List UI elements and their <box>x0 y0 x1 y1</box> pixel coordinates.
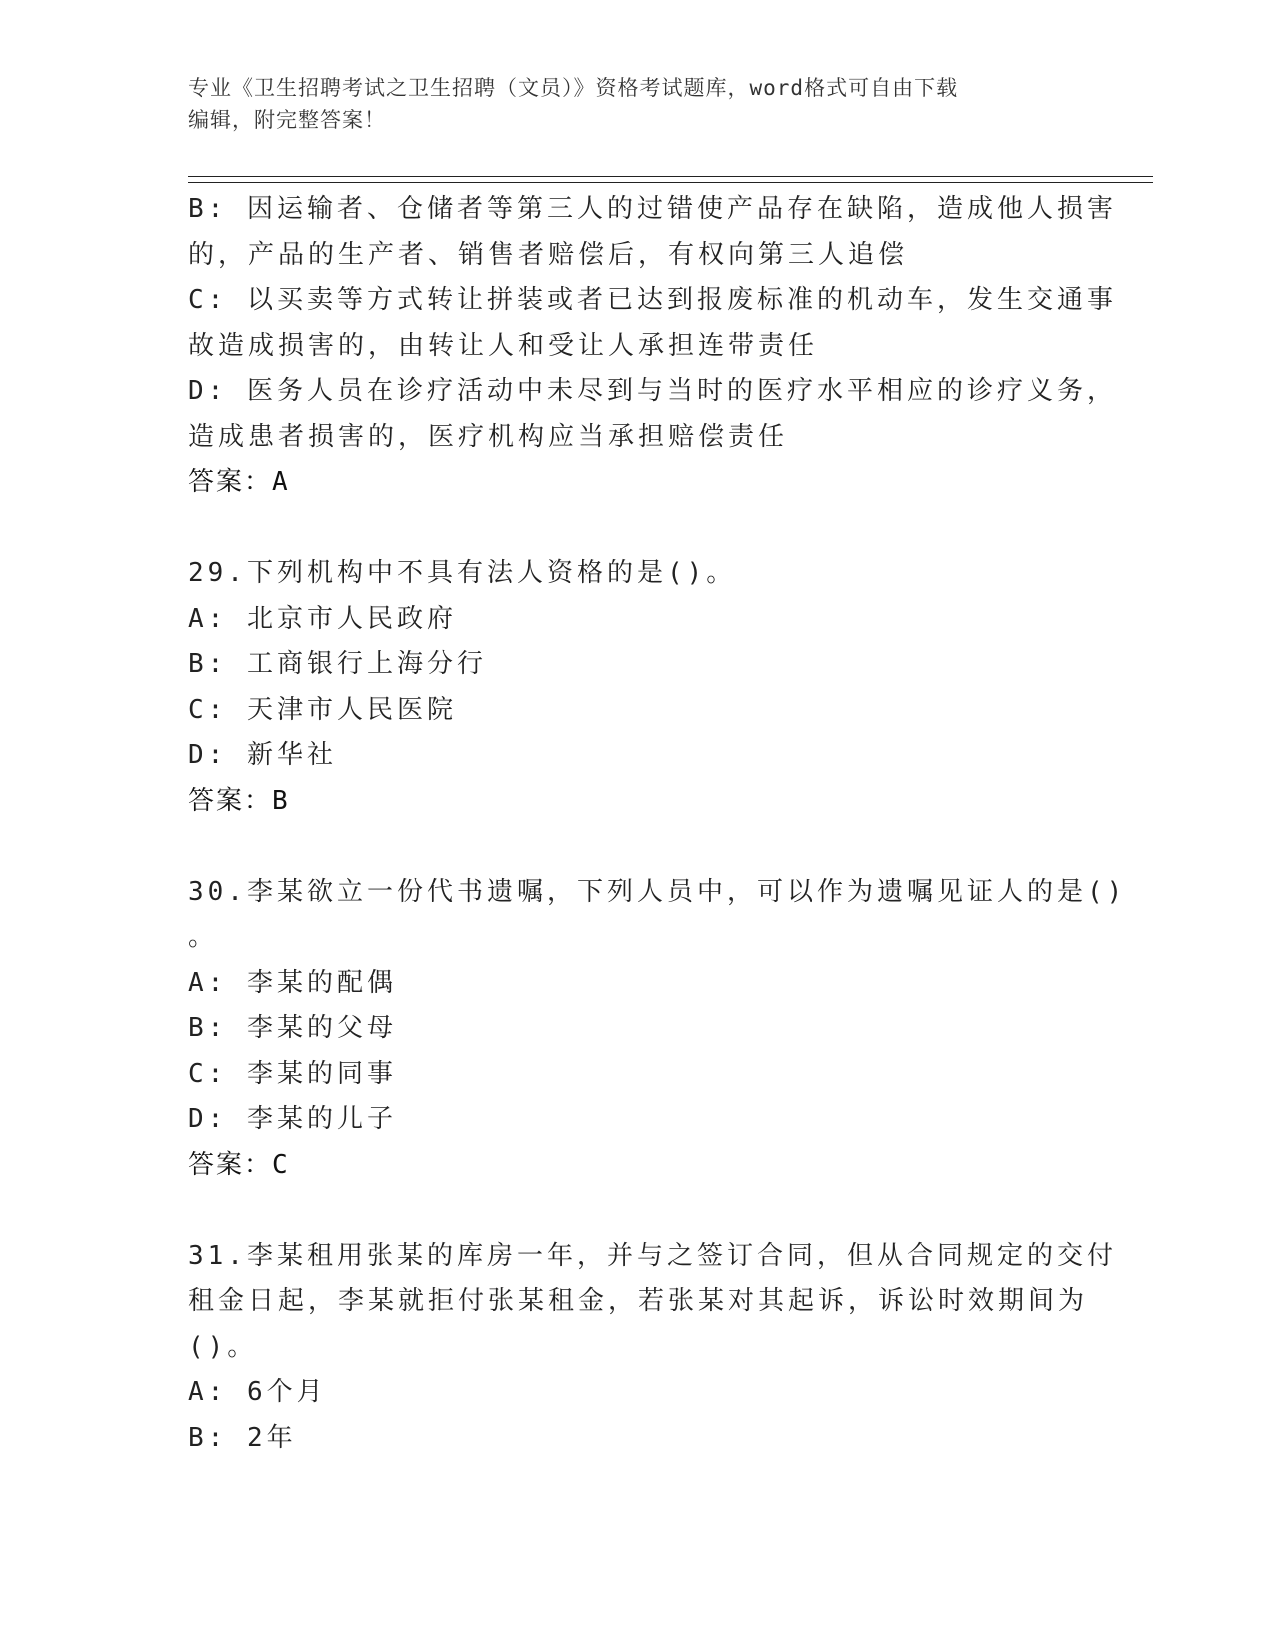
text-line: 的，产品的生产者、销售者赔偿后，有权向第三人追偿 <box>188 239 909 270</box>
text-line: C: 李某的同事 <box>188 1058 397 1089</box>
text-line: C: 天津市人民医院 <box>188 694 457 725</box>
paragraph-gap <box>188 1188 1088 1234</box>
answer-label: 答案： <box>188 1149 273 1180</box>
text-line: ()。 <box>188 1331 258 1362</box>
answer-value: B <box>272 785 290 816</box>
paragraph-gap <box>188 506 1088 552</box>
header-line-1: 专业《卫生招聘考试之卫生招聘（文员）》资格考试题库，word格式可自由下载 <box>188 76 959 100</box>
text-line: 造成患者损害的，医疗机构应当承担赔偿责任 <box>188 421 789 452</box>
text-line: A: 北京市人民政府 <box>188 603 457 634</box>
text-line: 30.李某欲立一份代书遗嘱，下列人员中，可以作为遗嘱见证人的是() <box>188 876 1127 907</box>
answer-value: A <box>272 467 290 497</box>
text-line: 29.下列机构中不具有法人资格的是()。 <box>188 558 737 588</box>
text-line: D: 李某的儿子 <box>188 1104 397 1134</box>
header-divider-top <box>188 176 1153 177</box>
header-line-2: 编辑，附完整答案！ <box>188 108 386 132</box>
document-header <box>188 72 1068 136</box>
answer-label: 答案： <box>188 785 273 816</box>
header-divider-bottom <box>188 182 1153 183</box>
text-line: 。 <box>188 922 219 952</box>
text-line: B: 2年 <box>188 1422 297 1453</box>
text-line: D: 医务人员在诊疗活动中未尽到与当时的医疗水平相应的诊疗义务， <box>188 376 1117 406</box>
text-line: A: 6个月 <box>188 1377 327 1407</box>
answer-line <box>188 460 1088 506</box>
text-line: B: 工商银行上海分行 <box>188 649 487 679</box>
answer-label: 答案： <box>188 467 273 497</box>
answer-line <box>188 779 1088 825</box>
question-content <box>188 187 1127 1461</box>
text-line: A: 李某的配偶 <box>188 967 397 998</box>
answer-value: C <box>272 1149 290 1180</box>
text-line: 故造成损害的，由转让人和受让人承担连带责任 <box>188 330 819 361</box>
answer-line <box>188 1143 1088 1189</box>
text-line: B: 李某的父母 <box>188 1013 397 1043</box>
text-line: 31.李某租用张某的库房一年，并与之签订合同，但从合同规定的交付 <box>188 1240 1117 1271</box>
text-line: C: 以买卖等方式转让拼装或者已达到报废标准的机动车，发生交通事 <box>188 285 1117 315</box>
text-line: B: 因运输者、仓储者等第三人的过错使产品存在缺陷，造成他人损害 <box>188 194 1117 224</box>
paragraph-gap <box>188 824 1088 870</box>
text-line: D: 新华社 <box>188 740 337 770</box>
text-line: 租金日起，李某就拒付张某租金，若张某对其起诉，诉讼时效期间为 <box>188 1286 1089 1316</box>
